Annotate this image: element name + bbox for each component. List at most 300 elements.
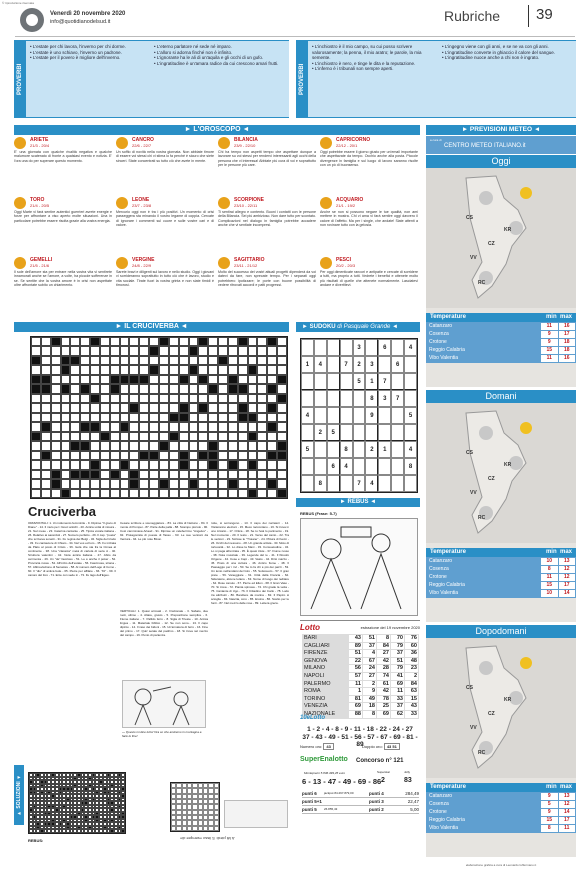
crossword-cell[interactable]: [169, 384, 179, 393]
crossword-cell[interactable]: [189, 375, 199, 384]
crossword-cell[interactable]: [238, 365, 248, 374]
crossword-cell[interactable]: [238, 375, 248, 384]
crossword-cell[interactable]: [31, 403, 41, 412]
sudoku-cell[interactable]: 1: [378, 441, 391, 458]
crossword-cell[interactable]: [41, 337, 51, 346]
crossword-cell[interactable]: [110, 403, 120, 412]
sudoku-cell[interactable]: [391, 475, 404, 492]
crossword-cell[interactable]: [277, 384, 287, 393]
crossword-cell[interactable]: [218, 479, 228, 488]
crossword-cell[interactable]: [110, 337, 120, 346]
crossword-cell[interactable]: [218, 451, 228, 460]
crossword-cell[interactable]: [218, 422, 228, 431]
sudoku-cell[interactable]: [301, 475, 314, 492]
crossword-cell[interactable]: [31, 479, 41, 488]
crossword-cell[interactable]: [149, 479, 159, 488]
crossword-cell[interactable]: [267, 346, 277, 355]
sudoku-cell[interactable]: [340, 390, 353, 407]
crossword-cell[interactable]: [238, 346, 248, 355]
crossword-cell[interactable]: [198, 479, 208, 488]
crossword-cell[interactable]: [179, 394, 189, 403]
sudoku-cell[interactable]: [365, 424, 378, 441]
crossword-cell[interactable]: [100, 489, 110, 498]
crossword-cell[interactable]: [80, 365, 90, 374]
crossword-cell[interactable]: [100, 346, 110, 355]
sudoku-cell[interactable]: 4: [340, 458, 353, 475]
crossword-cell[interactable]: [61, 403, 71, 412]
crossword-cell[interactable]: [179, 356, 189, 365]
crossword-cell[interactable]: [149, 460, 159, 469]
sudoku-cell[interactable]: 7: [378, 373, 391, 390]
sudoku-cell[interactable]: [340, 475, 353, 492]
crossword-cell[interactable]: [218, 384, 228, 393]
crossword-cell[interactable]: [208, 422, 218, 431]
crossword-cell[interactable]: [179, 489, 189, 498]
sudoku-cell[interactable]: 2: [314, 424, 327, 441]
crossword-cell[interactable]: [257, 422, 267, 431]
crossword-cell[interactable]: [129, 413, 139, 422]
crossword-cell[interactable]: [120, 413, 130, 422]
crossword-cell[interactable]: [228, 346, 238, 355]
crossword-cell[interactable]: [110, 365, 120, 374]
crossword-cell[interactable]: [198, 432, 208, 441]
crossword-cell[interactable]: [169, 460, 179, 469]
crossword-cell[interactable]: [198, 422, 208, 431]
crossword-cell[interactable]: [159, 460, 169, 469]
sudoku-cell[interactable]: [391, 373, 404, 390]
crossword-cell[interactable]: [238, 356, 248, 365]
sudoku-cell[interactable]: [365, 339, 378, 356]
crossword-cell[interactable]: [257, 470, 267, 479]
crossword-cell[interactable]: [267, 356, 277, 365]
sudoku-cell[interactable]: 5: [404, 407, 417, 424]
crossword-cell[interactable]: [129, 337, 139, 346]
crossword-cell[interactable]: [169, 479, 179, 488]
crossword-cell[interactable]: [139, 441, 149, 450]
sudoku-cell[interactable]: [327, 390, 340, 407]
crossword-cell[interactable]: [80, 346, 90, 355]
crossword-cell[interactable]: [110, 432, 120, 441]
crossword-cell[interactable]: [267, 470, 277, 479]
crossword-cell[interactable]: [179, 470, 189, 479]
crossword-cell[interactable]: [218, 489, 228, 498]
crossword-cell[interactable]: [267, 489, 277, 498]
crossword-cell[interactable]: [149, 413, 159, 422]
sudoku-cell[interactable]: 1: [365, 373, 378, 390]
crossword-cell[interactable]: [208, 413, 218, 422]
crossword-cell[interactable]: [110, 394, 120, 403]
crossword-cell[interactable]: [120, 394, 130, 403]
crossword-cell[interactable]: [110, 346, 120, 355]
crossword-cell[interactable]: [169, 451, 179, 460]
crossword-cell[interactable]: [198, 356, 208, 365]
crossword-cell[interactable]: [51, 489, 61, 498]
crossword-cell[interactable]: [159, 375, 169, 384]
crossword-cell[interactable]: [129, 441, 139, 450]
crossword-cell[interactable]: [51, 365, 61, 374]
crossword-cell[interactable]: [208, 337, 218, 346]
crossword-cell[interactable]: [218, 403, 228, 412]
crossword-cell[interactable]: [159, 356, 169, 365]
crossword-cell[interactable]: [198, 441, 208, 450]
crossword-cell[interactable]: [218, 432, 228, 441]
sudoku-cell[interactable]: [404, 390, 417, 407]
crossword-cell[interactable]: [90, 441, 100, 450]
crossword-cell[interactable]: [238, 432, 248, 441]
crossword-cell[interactable]: [90, 346, 100, 355]
crossword-cell[interactable]: [41, 441, 51, 450]
crossword-cell[interactable]: [277, 460, 287, 469]
crossword-cell[interactable]: [41, 394, 51, 403]
sudoku-cell[interactable]: [353, 458, 366, 475]
crossword-cell[interactable]: [61, 337, 71, 346]
crossword-cell[interactable]: [248, 346, 258, 355]
sudoku-cell[interactable]: 5: [327, 424, 340, 441]
crossword-cell[interactable]: [70, 479, 80, 488]
crossword-cell[interactable]: [198, 470, 208, 479]
crossword-cell[interactable]: [80, 337, 90, 346]
crossword-cell[interactable]: [61, 432, 71, 441]
crossword-cell[interactable]: [218, 441, 228, 450]
sudoku-cell[interactable]: [391, 424, 404, 441]
sudoku-cell[interactable]: [340, 424, 353, 441]
crossword-cell[interactable]: [159, 432, 169, 441]
crossword-cell[interactable]: [267, 394, 277, 403]
crossword-cell[interactable]: [277, 403, 287, 412]
crossword-cell[interactable]: [110, 479, 120, 488]
crossword-cell[interactable]: [41, 413, 51, 422]
crossword-cell[interactable]: [90, 365, 100, 374]
crossword-cell[interactable]: [208, 394, 218, 403]
crossword-cell[interactable]: [189, 451, 199, 460]
crossword-cell[interactable]: [90, 403, 100, 412]
crossword-cell[interactable]: [228, 356, 238, 365]
crossword-cell[interactable]: [228, 432, 238, 441]
crossword-cell[interactable]: [189, 403, 199, 412]
crossword-cell[interactable]: [139, 460, 149, 469]
crossword-cell[interactable]: [228, 489, 238, 498]
crossword-cell[interactable]: [198, 365, 208, 374]
crossword-cell[interactable]: [51, 394, 61, 403]
crossword-cell[interactable]: [189, 489, 199, 498]
crossword-cell[interactable]: [51, 451, 61, 460]
sudoku-cell[interactable]: [353, 441, 366, 458]
sudoku-cell[interactable]: 7: [391, 390, 404, 407]
crossword-cell[interactable]: [70, 346, 80, 355]
crossword-cell[interactable]: [110, 451, 120, 460]
crossword-cell[interactable]: [31, 394, 41, 403]
crossword-cell[interactable]: [208, 346, 218, 355]
crossword-cell[interactable]: [257, 365, 267, 374]
crossword-cell[interactable]: [248, 422, 258, 431]
crossword-cell[interactable]: [80, 394, 90, 403]
crossword-cell[interactable]: [129, 451, 139, 460]
crossword-cell[interactable]: [238, 489, 248, 498]
crossword-cell[interactable]: [189, 384, 199, 393]
crossword-cell[interactable]: [257, 432, 267, 441]
crossword-cell[interactable]: [80, 451, 90, 460]
crossword-cell[interactable]: [228, 470, 238, 479]
crossword-cell[interactable]: [238, 422, 248, 431]
crossword-cell[interactable]: [70, 394, 80, 403]
crossword-cell[interactable]: [120, 356, 130, 365]
crossword-cell[interactable]: [179, 337, 189, 346]
crossword-cell[interactable]: [51, 375, 61, 384]
crossword-cell[interactable]: [198, 460, 208, 469]
crossword-cell[interactable]: [228, 365, 238, 374]
crossword-cell[interactable]: [61, 413, 71, 422]
crossword-cell[interactable]: [110, 441, 120, 450]
crossword-cell[interactable]: [169, 365, 179, 374]
crossword-cell[interactable]: [257, 394, 267, 403]
crossword-cell[interactable]: [248, 337, 258, 346]
crossword-cell[interactable]: [139, 337, 149, 346]
crossword-cell[interactable]: [277, 365, 287, 374]
crossword-cell[interactable]: [31, 451, 41, 460]
crossword-cell[interactable]: [31, 413, 41, 422]
crossword-cell[interactable]: [159, 422, 169, 431]
crossword-cell[interactable]: [179, 384, 189, 393]
crossword-cell[interactable]: [41, 346, 51, 355]
sudoku-cell[interactable]: [404, 356, 417, 373]
sudoku-cell[interactable]: 4: [301, 407, 314, 424]
sudoku-cell[interactable]: 3: [365, 356, 378, 373]
crossword-cell[interactable]: [149, 337, 159, 346]
crossword-cell[interactable]: [179, 422, 189, 431]
crossword-cell[interactable]: [169, 489, 179, 498]
sudoku-cell[interactable]: [378, 407, 391, 424]
crossword-cell[interactable]: [41, 403, 51, 412]
sudoku-grid[interactable]: [300, 338, 418, 493]
crossword-cell[interactable]: [51, 384, 61, 393]
crossword-cell[interactable]: [61, 375, 71, 384]
crossword-cell[interactable]: [248, 479, 258, 488]
crossword-cell[interactable]: [218, 375, 228, 384]
sudoku-cell[interactable]: [404, 475, 417, 492]
crossword-cell[interactable]: [159, 365, 169, 374]
sudoku-cell[interactable]: 4: [365, 475, 378, 492]
crossword-cell[interactable]: [277, 356, 287, 365]
crossword-cell[interactable]: [70, 337, 80, 346]
crossword-cell[interactable]: [41, 365, 51, 374]
sudoku-cell[interactable]: 4: [404, 441, 417, 458]
crossword-cell[interactable]: [257, 413, 267, 422]
sudoku-cell[interactable]: 7: [353, 475, 366, 492]
sudoku-cell[interactable]: [378, 475, 391, 492]
crossword-cell[interactable]: [70, 422, 80, 431]
crossword-cell[interactable]: [257, 384, 267, 393]
crossword-cell[interactable]: [70, 375, 80, 384]
crossword-cell[interactable]: [277, 413, 287, 422]
crossword-cell[interactable]: [257, 346, 267, 355]
crossword-cell[interactable]: [51, 441, 61, 450]
crossword-cell[interactable]: [218, 413, 228, 422]
crossword-cell[interactable]: [129, 384, 139, 393]
crossword-cell[interactable]: [120, 365, 130, 374]
sudoku-cell[interactable]: [378, 458, 391, 475]
crossword-cell[interactable]: [189, 422, 199, 431]
sudoku-cell[interactable]: [327, 339, 340, 356]
crossword-cell[interactable]: [80, 356, 90, 365]
crossword-cell[interactable]: [31, 470, 41, 479]
crossword-cell[interactable]: [139, 432, 149, 441]
crossword-cell[interactable]: [90, 432, 100, 441]
sudoku-cell[interactable]: [327, 441, 340, 458]
crossword-cell[interactable]: [139, 479, 149, 488]
crossword-cell[interactable]: [277, 432, 287, 441]
crossword-cell[interactable]: [159, 413, 169, 422]
crossword-cell[interactable]: [267, 413, 277, 422]
crossword-cell[interactable]: [159, 403, 169, 412]
crossword-cell[interactable]: [90, 451, 100, 460]
sudoku-cell[interactable]: [391, 441, 404, 458]
crossword-cell[interactable]: [169, 403, 179, 412]
crossword-cell[interactable]: [41, 479, 51, 488]
crossword-cell[interactable]: [100, 394, 110, 403]
sudoku-cell[interactable]: 2: [365, 441, 378, 458]
crossword-cell[interactable]: [139, 394, 149, 403]
crossword-cell[interactable]: [159, 346, 169, 355]
crossword-cell[interactable]: [61, 451, 71, 460]
crossword-cell[interactable]: [169, 337, 179, 346]
crossword-cell[interactable]: [179, 432, 189, 441]
crossword-cell[interactable]: [159, 470, 169, 479]
crossword-cell[interactable]: [238, 479, 248, 488]
crossword-cell[interactable]: [218, 346, 228, 355]
sudoku-cell[interactable]: [327, 475, 340, 492]
crossword-cell[interactable]: [61, 422, 71, 431]
crossword-cell[interactable]: [120, 384, 130, 393]
crossword-cell[interactable]: [70, 384, 80, 393]
crossword-cell[interactable]: [169, 356, 179, 365]
crossword-cell[interactable]: [100, 356, 110, 365]
crossword-cell[interactable]: [110, 422, 120, 431]
sudoku-cell[interactable]: [391, 339, 404, 356]
sudoku-cell[interactable]: 8: [340, 441, 353, 458]
crossword-cell[interactable]: [198, 413, 208, 422]
crossword-cell[interactable]: [70, 403, 80, 412]
crossword-cell[interactable]: [80, 413, 90, 422]
crossword-cell[interactable]: [129, 460, 139, 469]
crossword-cell[interactable]: [257, 460, 267, 469]
sudoku-cell[interactable]: [340, 373, 353, 390]
crossword-cell[interactable]: [248, 441, 258, 450]
crossword-cell[interactable]: [139, 356, 149, 365]
crossword-cell[interactable]: [228, 403, 238, 412]
crossword-cell[interactable]: [120, 479, 130, 488]
crossword-cell[interactable]: [80, 479, 90, 488]
crossword-cell[interactable]: [139, 422, 149, 431]
crossword-cell[interactable]: [120, 441, 130, 450]
crossword-cell[interactable]: [51, 413, 61, 422]
crossword-cell[interactable]: [51, 346, 61, 355]
crossword-cell[interactable]: [238, 470, 248, 479]
crossword-cell[interactable]: [218, 394, 228, 403]
crossword-cell[interactable]: [120, 346, 130, 355]
crossword-cell[interactable]: [100, 441, 110, 450]
crossword-cell[interactable]: [189, 413, 199, 422]
sudoku-cell[interactable]: [327, 356, 340, 373]
sudoku-cell[interactable]: [391, 407, 404, 424]
crossword-cell[interactable]: [277, 470, 287, 479]
sudoku-cell[interactable]: 6: [327, 458, 340, 475]
sudoku-cell[interactable]: [314, 407, 327, 424]
crossword-cell[interactable]: [61, 470, 71, 479]
sudoku-cell[interactable]: [301, 390, 314, 407]
sudoku-cell[interactable]: 2: [353, 356, 366, 373]
crossword-cell[interactable]: [120, 337, 130, 346]
crossword-cell[interactable]: [277, 346, 287, 355]
crossword-cell[interactable]: [208, 489, 218, 498]
sudoku-cell[interactable]: 8: [314, 475, 327, 492]
crossword-cell[interactable]: [257, 337, 267, 346]
crossword-cell[interactable]: [31, 460, 41, 469]
crossword-cell[interactable]: [100, 403, 110, 412]
crossword-cell[interactable]: [129, 346, 139, 355]
crossword-cell[interactable]: [267, 460, 277, 469]
crossword-cell[interactable]: [41, 470, 51, 479]
crossword-cell[interactable]: [238, 451, 248, 460]
crossword-cell[interactable]: [248, 403, 258, 412]
sudoku-cell[interactable]: [314, 390, 327, 407]
crossword-cell[interactable]: [70, 413, 80, 422]
crossword-cell[interactable]: [238, 460, 248, 469]
sudoku-cell[interactable]: 3: [353, 339, 366, 356]
crossword-cell[interactable]: [238, 394, 248, 403]
crossword-cell[interactable]: [198, 384, 208, 393]
sudoku-cell[interactable]: 6: [378, 339, 391, 356]
crossword-cell[interactable]: [149, 356, 159, 365]
crossword-cell[interactable]: [257, 441, 267, 450]
crossword-cell[interactable]: [129, 432, 139, 441]
crossword-cell[interactable]: [139, 403, 149, 412]
crossword-cell[interactable]: [248, 384, 258, 393]
crossword-cell[interactable]: [248, 470, 258, 479]
crossword-cell[interactable]: [139, 489, 149, 498]
crossword-cell[interactable]: [189, 460, 199, 469]
crossword-cell[interactable]: [90, 384, 100, 393]
crossword-cell[interactable]: [169, 422, 179, 431]
sudoku-cell[interactable]: [340, 407, 353, 424]
crossword-cell[interactable]: [41, 356, 51, 365]
crossword-cell[interactable]: [90, 375, 100, 384]
sudoku-cell[interactable]: 4: [314, 356, 327, 373]
crossword-cell[interactable]: [277, 422, 287, 431]
sudoku-cell[interactable]: [314, 373, 327, 390]
crossword-cell[interactable]: [228, 394, 238, 403]
crossword-cell[interactable]: [51, 432, 61, 441]
sudoku-cell[interactable]: [378, 356, 391, 373]
crossword-cell[interactable]: [159, 451, 169, 460]
crossword-cell[interactable]: [149, 441, 159, 450]
crossword-cell[interactable]: [110, 413, 120, 422]
crossword-cell[interactable]: [120, 451, 130, 460]
crossword-cell[interactable]: [120, 489, 130, 498]
crossword-cell[interactable]: [228, 337, 238, 346]
sudoku-cell[interactable]: [301, 339, 314, 356]
crossword-cell[interactable]: [139, 365, 149, 374]
crossword-cell[interactable]: [129, 394, 139, 403]
crossword-cell[interactable]: [248, 394, 258, 403]
crossword-cell[interactable]: [80, 403, 90, 412]
crossword-cell[interactable]: [169, 394, 179, 403]
crossword-cell[interactable]: [198, 394, 208, 403]
crossword-cell[interactable]: [277, 479, 287, 488]
crossword-cell[interactable]: [51, 403, 61, 412]
crossword-cell[interactable]: [208, 375, 218, 384]
crossword-cell[interactable]: [80, 375, 90, 384]
sudoku-cell[interactable]: 1: [301, 356, 314, 373]
